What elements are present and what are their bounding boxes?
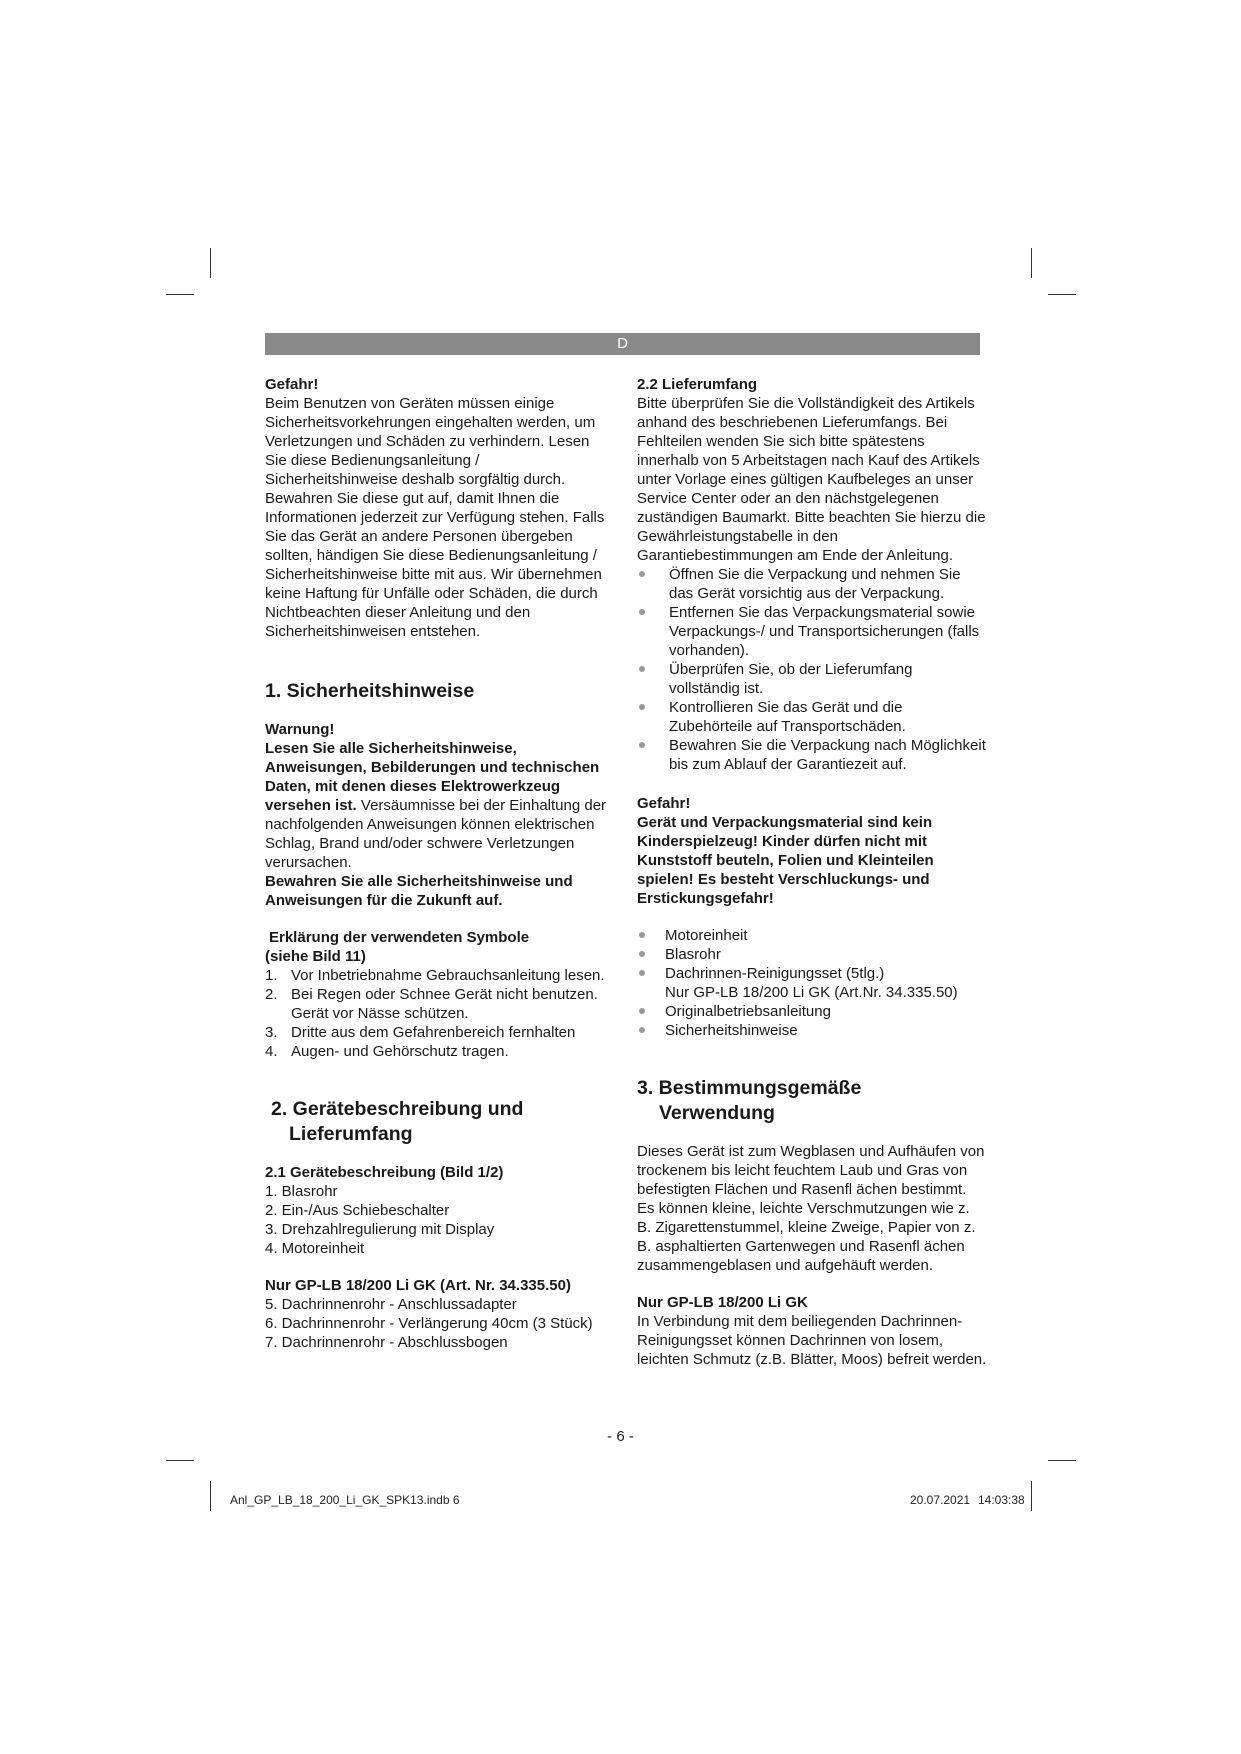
list-item: Blasrohr [637, 945, 987, 964]
warning-text: Versäumnisse bei der Einhaltung der nachfolgenden Anweisungen können elektrischen Schlag, Brand und/oder schwere Verletzungen verursachen. [265, 797, 607, 871]
crop-mark [1048, 1460, 1076, 1461]
warning-title: Warnung! [265, 721, 335, 738]
section-1-heading: 1. Sicherheitshinweise [265, 680, 475, 702]
warning-bold-text: Lesen Sie alle Sicherheitshinweise, Anweisungen, Bebilderungen und technischen Daten, mit denen dieses Elektrowerkzeug versehen ist. [265, 740, 600, 814]
list-item: Originalbetriebsanleitung [637, 1002, 987, 1021]
contents-list [637, 926, 987, 1040]
list-item: 6. Dachrinnenrohr - Verlängerung 40cm (3 Stück) [265, 1315, 593, 1332]
crop-mark [166, 294, 194, 295]
list-item: 7. Dachrinnenrohr - Abschlussbogen [265, 1334, 508, 1351]
crop-mark [1048, 294, 1076, 295]
crop-mark [210, 248, 211, 278]
footer-date: 20.07.2021 [910, 1493, 971, 1507]
list-item: Dachrinnen-Reinigungsset (5tlg.) Nur GP-LB 18/200 Li GK (Art.Nr. 34.335.50) [637, 964, 987, 1002]
page-number: - 6 - [607, 1428, 634, 1445]
footer-file: Anl_GP_LB_18_200_Li_GK_SPK13.indb 6 [230, 1493, 460, 1507]
list-item: Bewahren Sie die Verpackung nach Möglichkeit bis zum Ablauf der Garantiezeit auf. [637, 736, 987, 774]
section-3-heading: 3. Bestimmungsgemäße [637, 1077, 862, 1099]
only-model-title: Nur GP-LB 18/200 Li GK (Art. Nr. 34.335.50) [265, 1277, 571, 1294]
list-item: 3. Dritte aus dem Gefahrenbereich fernhalten [265, 1024, 576, 1041]
section-2-heading: 2. Gerätebeschreibung und [271, 1098, 524, 1120]
symbols-list [265, 966, 615, 1061]
list-item: Überprüfen Sie, ob der Lieferumfang vollständig ist. [637, 660, 987, 698]
list-item: Öffnen Sie die Verpackung und nehmen Sie das Gerät vorsichtig aus der Verpackung. [637, 565, 987, 603]
list-item: 5. Dachrinnenrohr - Anschlussadapter [265, 1296, 517, 1313]
danger-text: Beim Benutzen von Geräten müssen einige Sicherheitsvorkehrungen eingehalten werden, um Verletzungen und Schäden zu verhindern. Lesen Sie diese Bedienungsanleitung / Sicherheitshinweise deshalb sorgfältig durch. Bewahren Sie diese gut auf, damit Ihnen die Informationen jederzeit zur Verfügung stehen. Falls Sie das Gerät an andere Personen übergeben sollten, händigen Sie diese Bedienungsanleitung / Sicherheitshinweise bitte mit aus. Wir übernehmen keine Haftung für Unfälle oder Schäden, die durch Nichtbeachten dieser Anleitung und den Sicherheitshinweisen entstehen. [265, 395, 605, 640]
crop-mark [1031, 1481, 1032, 1511]
list-item: 2. Ein-/Aus Schiebeschalter [265, 1202, 450, 1219]
list-item: 4. Motoreinheit [265, 1240, 365, 1257]
right-column [637, 375, 987, 1369]
keep-instructions: Bewahren Sie alle Sicherheitshinweise und Anweisungen für die Zukunft auf. [265, 873, 573, 909]
list-item: 1. Vor Inbetriebnahme Gebrauchsanleitung lesen. [265, 967, 605, 984]
list-item: 1. Blasrohr [265, 1183, 338, 1200]
delivery-scope-text: Bitte überprüfen Sie die Vollständigkeit des Artikels anhand des beschriebenen Lieferumfangs. Bei Fehlteilen wenden Sie sich bitte spätestens innerhalb von 5 Arbeitstagen nach Kauf des Artikels unter Vorlage eines gültigen Kaufbeleges an unser Service Center oder an den nächstgelegenen zuständigen Baumarkt. Bitte beachten Sie hierzu die Gewährleistungstabelle in den Garantiebestimmungen am Ende der Anleitung. [637, 395, 986, 564]
danger-title: Gefahr! [637, 795, 691, 812]
section-2-heading-cont: Lieferumfang [289, 1123, 413, 1145]
crop-mark [210, 1481, 211, 1511]
crop-mark [166, 1460, 194, 1461]
list-item: 4. Augen- und Gehörschutz tragen. [265, 1043, 509, 1060]
warning-paragraph [265, 739, 615, 872]
danger-title: Gefahr! [265, 376, 319, 393]
crop-mark [1031, 248, 1032, 278]
language-band: D [265, 333, 980, 355]
intended-use-text: Dieses Gerät ist zum Wegblasen und Aufhäufen von trockenem bis leicht feuchtem Laub und Gras von befestigten Flächen und Rasenfl ächen bestimmt. Es können kleine, leichte Verschmutzungen wie z. B. Zigarettenstummel, kleine Zweige, Papier von z. B. asphaltierten Gartenwegen und Rasenfl ächen zusammengeblasen und aufgehäuft werden. [637, 1143, 985, 1274]
list-item: Motoreinheit [637, 926, 987, 945]
footer-time: 14:03:38 [978, 1493, 1025, 1507]
device-description-title: 2.1 Gerätebeschreibung (Bild 1/2) [265, 1164, 504, 1181]
list-item: Kontrollieren Sie das Gerät und die Zubehörteile auf Transportschäden. [637, 698, 987, 736]
list-item: Sicherheitshinweise [637, 1021, 987, 1040]
unpacking-steps [637, 565, 987, 774]
list-item: 3. Drehzahlregulierung mit Display [265, 1221, 495, 1238]
danger-text: Gerät und Verpackungsmaterial sind kein Kinderspielzeug! Kinder dürfen nicht mit Kunststoff beuteln, Folien und Kleinteilen spielen! Es besteht Verschluckungs- und Erstickungsgefahr! [637, 814, 934, 907]
symbols-title: Erklärung der verwendeten Symbole [269, 929, 530, 946]
symbols-subtitle: (siehe Bild 11) [265, 948, 366, 965]
list-item: 2. Bei Regen oder Schnee Gerät nicht benutzen. Gerät vor Nässe schützen. [265, 986, 598, 1022]
list-item: Entfernen Sie das Verpackungsmaterial sowie Verpackungs-/ und Transportsicherungen (falls vorhanden). [637, 603, 987, 660]
gutter-cleaning-text: In Verbindung mit dem beiliegenden Dachrinnen-Reinigungsset können Dachrinnen von losem, leichten Schmutz (z.B. Blätter, Moos) befreit werden. [637, 1313, 987, 1368]
left-column [265, 375, 615, 1352]
delivery-scope-title: 2.2 Lieferumfang [637, 376, 758, 393]
section-3-heading-cont: Verwendung [659, 1102, 775, 1124]
only-model-title: Nur GP-LB 18/200 Li GK [637, 1294, 808, 1311]
